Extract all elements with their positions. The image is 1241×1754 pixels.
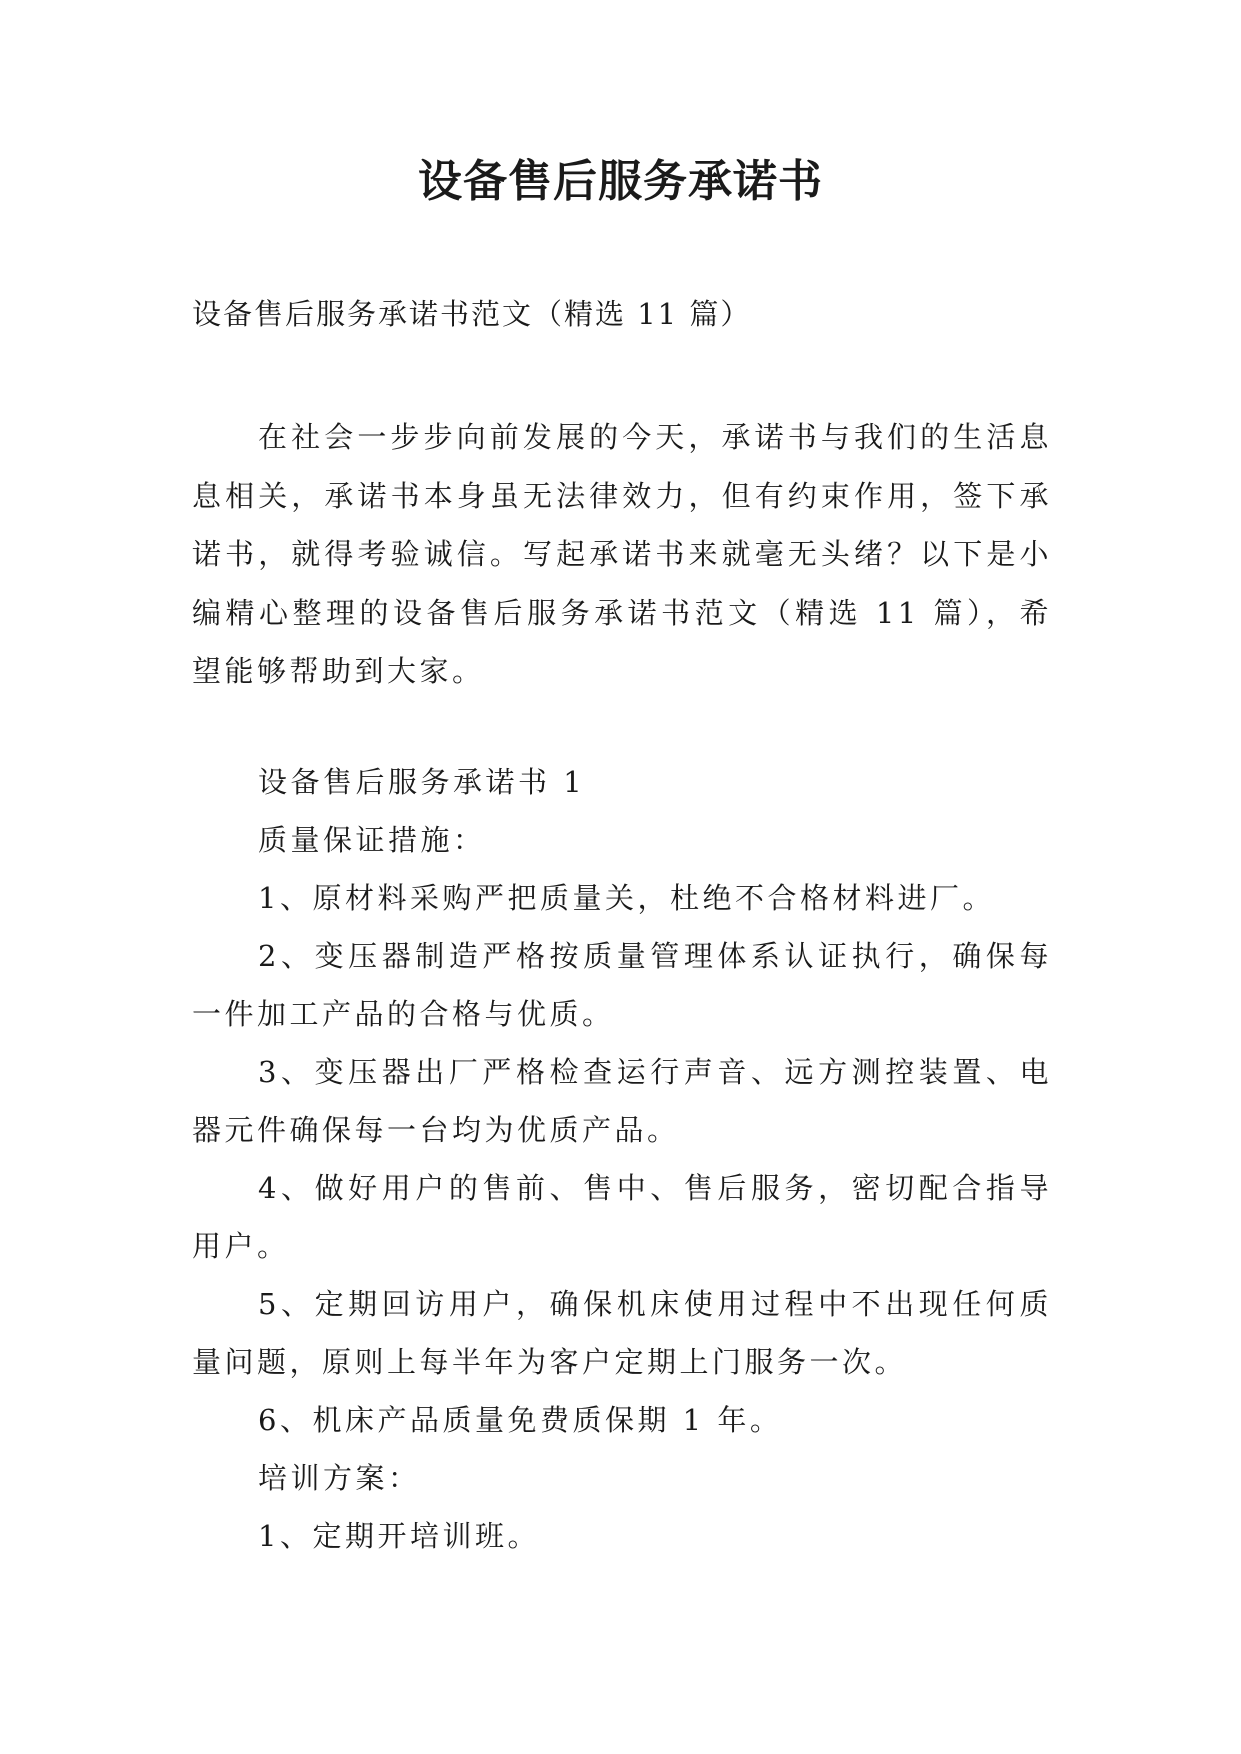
intro-paragraph: 在社会一步步向前发展的今天，承诺书与我们的生活息息相关，承诺书本身虽无法律效力，但有约束作用，签下承诺书，就得考验诚信。写起承诺书来就毫无头绪？以下是小编精心整理的设备售后服务承诺书范文（精选 11 篇），希望能够帮助到大家。 [192, 420, 1052, 688]
document-subtitle: 设备售后服务承诺书范文（精选 11 篇） [192, 297, 752, 331]
list-item: 1、定期开培训班。 [258, 1519, 540, 1553]
list-item: 1、原材料采购严把质量关，杜绝不合格材料进厂。 [258, 881, 995, 915]
list-item: 3、变压器出厂严格检查运行声音、远方测控装置、电器元件确保每一台均为优质产品。 [192, 1055, 1052, 1147]
subsection-heading: 培训方案： [258, 1461, 421, 1495]
list-item: 2、变压器制造严格按质量管理体系认证执行，确保每一件加工产品的合格与优质。 [192, 939, 1052, 1031]
list-item: 6、机床产品质量免费质保期 1 年。 [258, 1403, 783, 1437]
list-item: 4、做好用户的售前、售中、售后服务，密切配合指导用户。 [192, 1171, 1052, 1263]
section-heading: 设备售后服务承诺书 1 [258, 765, 586, 799]
subsection-heading: 质量保证措施： [258, 823, 486, 857]
document-title: 设备售后服务承诺书 [418, 156, 823, 207]
list-item: 5、定期回访用户，确保机床使用过程中不出现任何质量问题，原则上每半年为客户定期上门服务一次。 [192, 1287, 1052, 1379]
body-content [192, 753, 1052, 1565]
